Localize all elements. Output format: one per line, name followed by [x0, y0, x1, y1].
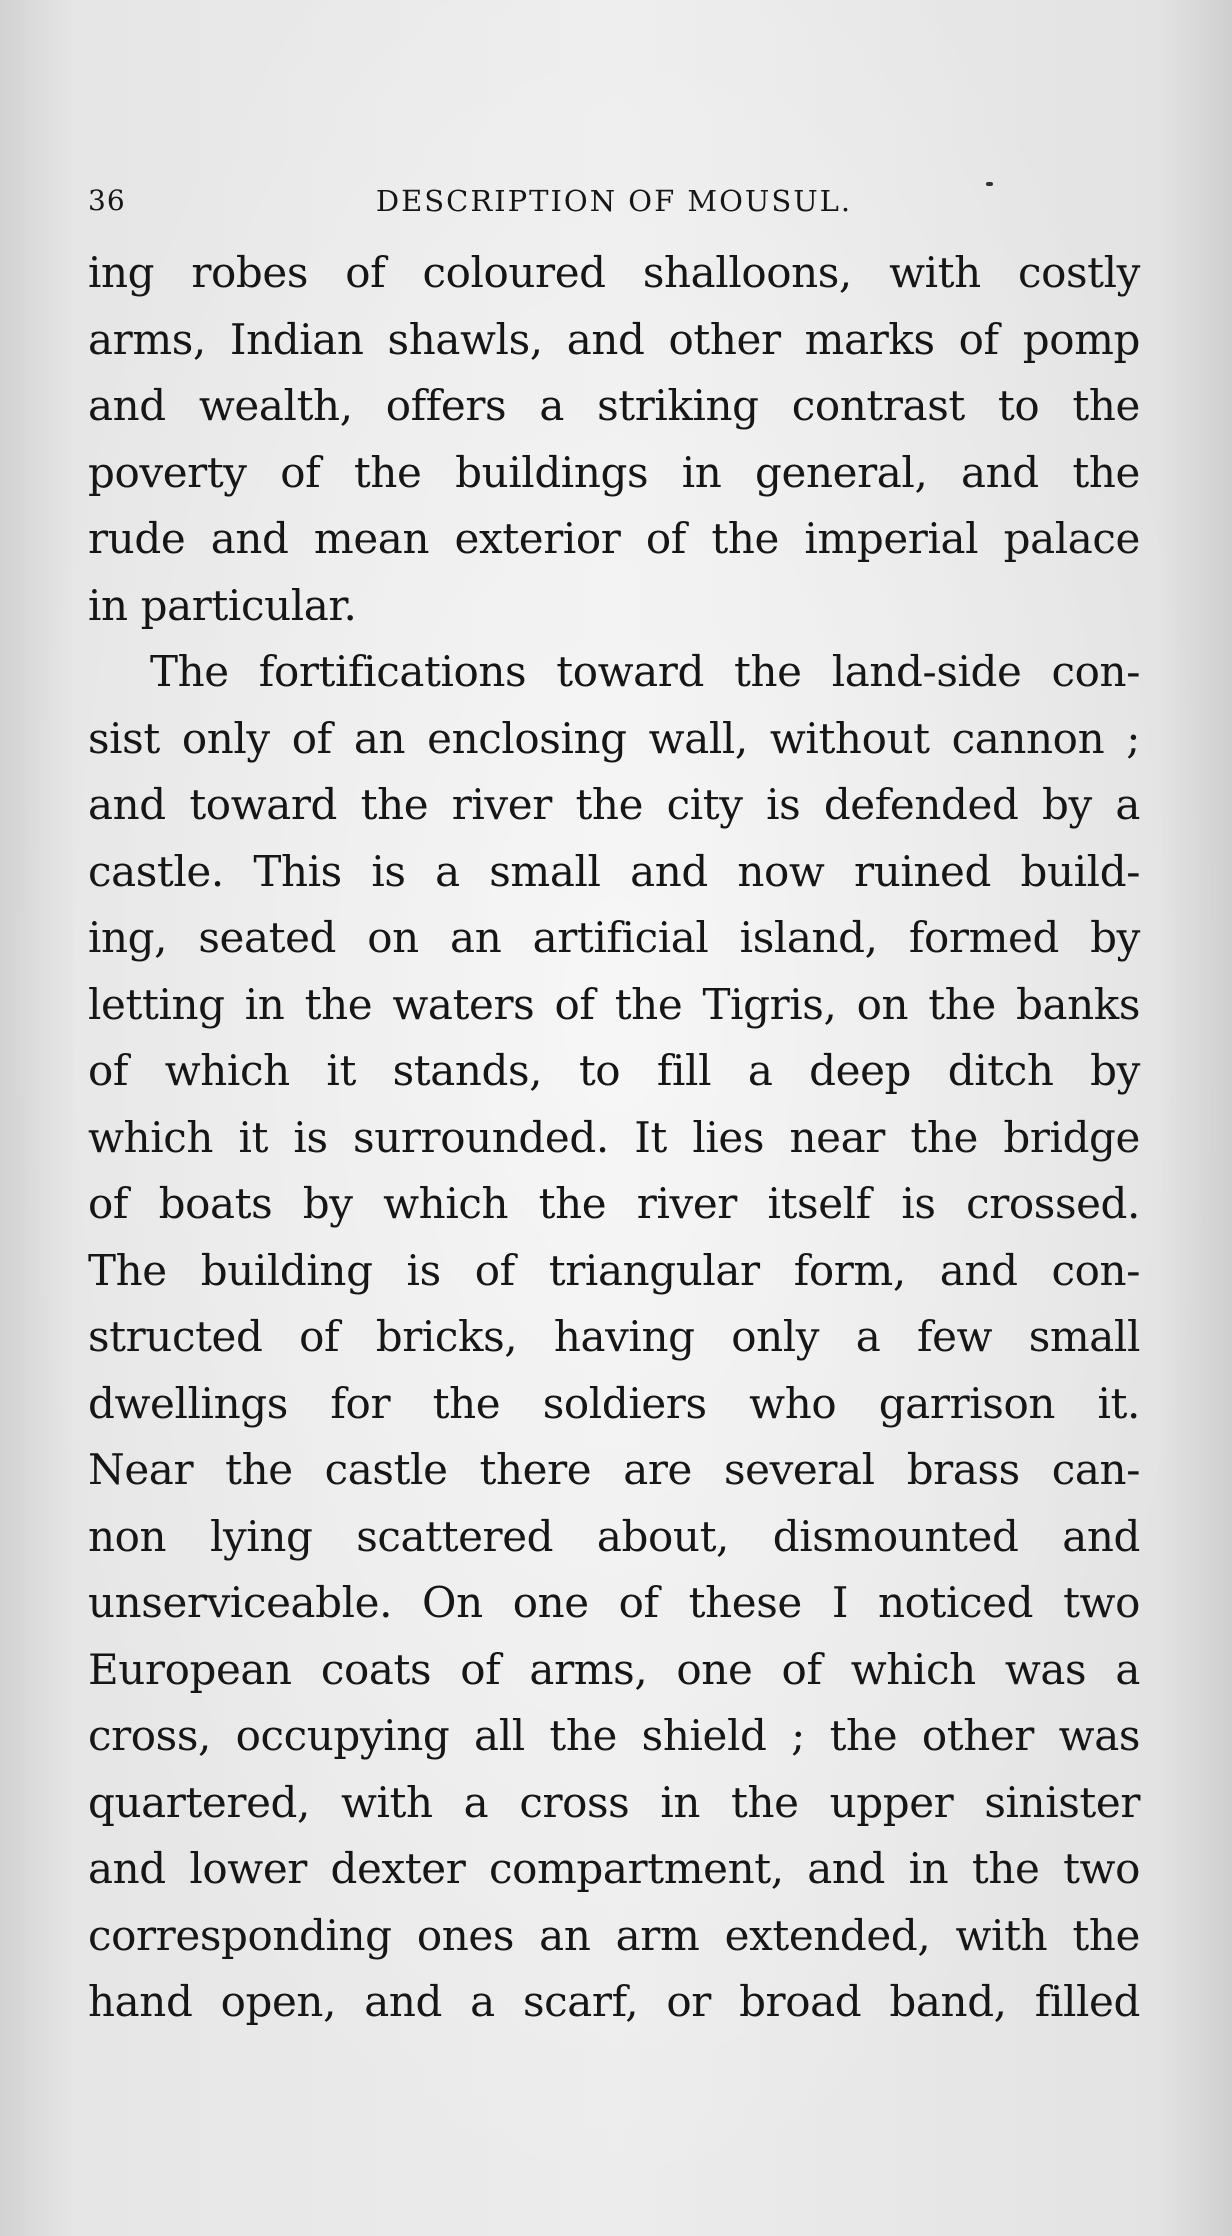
- text-line: castle. This is a small and now ruined build-: [88, 846, 1140, 896]
- text-line: of which it stands, to fill a deep ditch by: [88, 1046, 1140, 1095]
- running-head: [88, 180, 1140, 224]
- text-line: letting in the waters of the Tigris, on the banks: [88, 979, 1140, 1029]
- page-number: 36: [88, 184, 126, 217]
- text-line: and lower dexter compartment, and in the two: [88, 1844, 1140, 1893]
- text-line: which it is surrounded. It lies near the bridge: [88, 1112, 1140, 1162]
- text-line: dwellings for the soldiers who garrison it.: [88, 1378, 1140, 1428]
- text-line: quartered, with a cross in the upper sinister: [88, 1777, 1140, 1827]
- text-line: cross, occupying all the shield ; the other was: [88, 1711, 1140, 1760]
- text-line: ing robes of coloured shalloons, with costly: [88, 248, 1140, 297]
- text-line: and toward the river the city is defended by a: [88, 780, 1140, 829]
- ink-speck: [986, 182, 993, 186]
- text-line: The building is of triangular form, and con-: [88, 1245, 1140, 1295]
- text-line: unserviceable. On one of these I noticed two: [88, 1578, 1140, 1627]
- text-line: in particular.: [88, 580, 357, 630]
- paragraph: [88, 240, 1140, 639]
- body-text: [88, 240, 1140, 2036]
- text-line: rude and mean exterior of the imperial palace: [88, 514, 1140, 563]
- text-line: poverty of the buildings in general, and the: [88, 447, 1140, 497]
- text-line: European coats of arms, one of which was a: [88, 1644, 1140, 1694]
- paragraph: [88, 639, 1140, 2036]
- text-line: non lying scattered about, dismounted and: [88, 1511, 1140, 1561]
- text-line: structed of bricks, having only a few small: [88, 1312, 1140, 1361]
- text-line: sist only of an enclosing wall, without cannon ;: [88, 713, 1140, 763]
- text-line: Near the castle there are several brass can-: [88, 1445, 1140, 1494]
- text-line: of boats by which the river itself is crossed.: [88, 1179, 1140, 1228]
- text-line: ing, seated on an artificial island, formed by: [88, 913, 1140, 962]
- text-line: and wealth, offers a striking contrast to the: [88, 381, 1140, 430]
- text-line: corresponding ones an arm extended, with the: [88, 1910, 1140, 1960]
- text-line: hand open, and a scarf, or broad band, filled: [88, 1977, 1140, 2026]
- text-line: arms, Indian shawls, and other marks of pomp: [88, 314, 1140, 364]
- text-line: The fortifications toward the land-side con-: [150, 647, 1140, 696]
- running-title: DESCRIPTION OF MOUSUL.: [375, 184, 853, 218]
